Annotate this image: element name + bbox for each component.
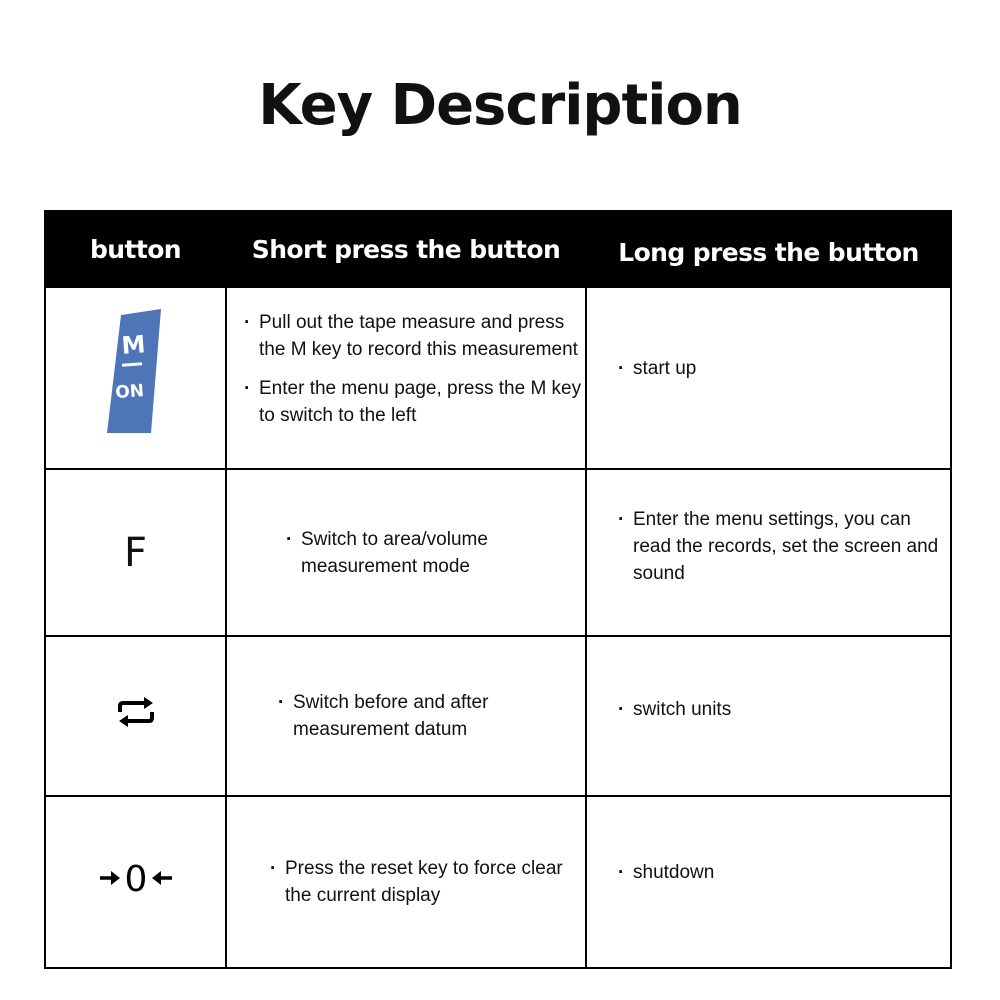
- header-long-press: Long press the button: [586, 211, 951, 287]
- m-on-key-icon: [101, 309, 171, 439]
- short-press-description: · Switch before and after measurement datum: [271, 689, 585, 743]
- header-button: button: [45, 211, 226, 287]
- f-key-icon: F: [123, 529, 147, 576]
- short-press-description: · Press the reset key to force clear the current display: [263, 855, 585, 909]
- header-short-press: Short press the button: [226, 211, 586, 287]
- table-row: [45, 287, 951, 469]
- short-press-cell: [226, 287, 586, 469]
- long-press-cell: [586, 636, 951, 796]
- table-header-row: [45, 211, 951, 287]
- page-title: Key Description: [258, 73, 742, 138]
- m-key-label: M: [120, 330, 146, 360]
- long-press-description: · Enter the menu settings, you can read the records, set the screen and sound: [611, 506, 950, 587]
- long-press-cell: [586, 796, 951, 968]
- button-cell: [45, 796, 226, 968]
- table-row: [45, 796, 951, 968]
- table-row: [45, 469, 951, 636]
- short-press-cell: [226, 636, 586, 796]
- table-row: [45, 636, 951, 796]
- zero-key-label: 0: [124, 859, 147, 898]
- key-description-table: [44, 210, 952, 969]
- button-cell: [45, 636, 226, 796]
- long-press-description: · switch units: [611, 696, 950, 723]
- reset-zero-icon: [98, 858, 174, 898]
- short-press-description: · Switch to area/volume measurement mode: [279, 526, 585, 580]
- long-press-description: · shutdown: [611, 859, 950, 886]
- short-press-description: · Pull out the tape measure and press the M key to record this measurement: [237, 309, 585, 363]
- button-cell: [45, 287, 226, 469]
- on-key-label: ON: [114, 381, 145, 403]
- long-press-description: · start up: [611, 355, 950, 382]
- short-press-cell: [226, 796, 586, 968]
- short-press-cell: [226, 469, 586, 636]
- long-press-cell: [586, 469, 951, 636]
- long-press-cell: [586, 287, 951, 469]
- button-cell: [45, 469, 226, 636]
- short-press-description: · Enter the menu page, press the M key to switch to the left: [237, 375, 585, 429]
- switch-arrows-icon: [116, 694, 156, 730]
